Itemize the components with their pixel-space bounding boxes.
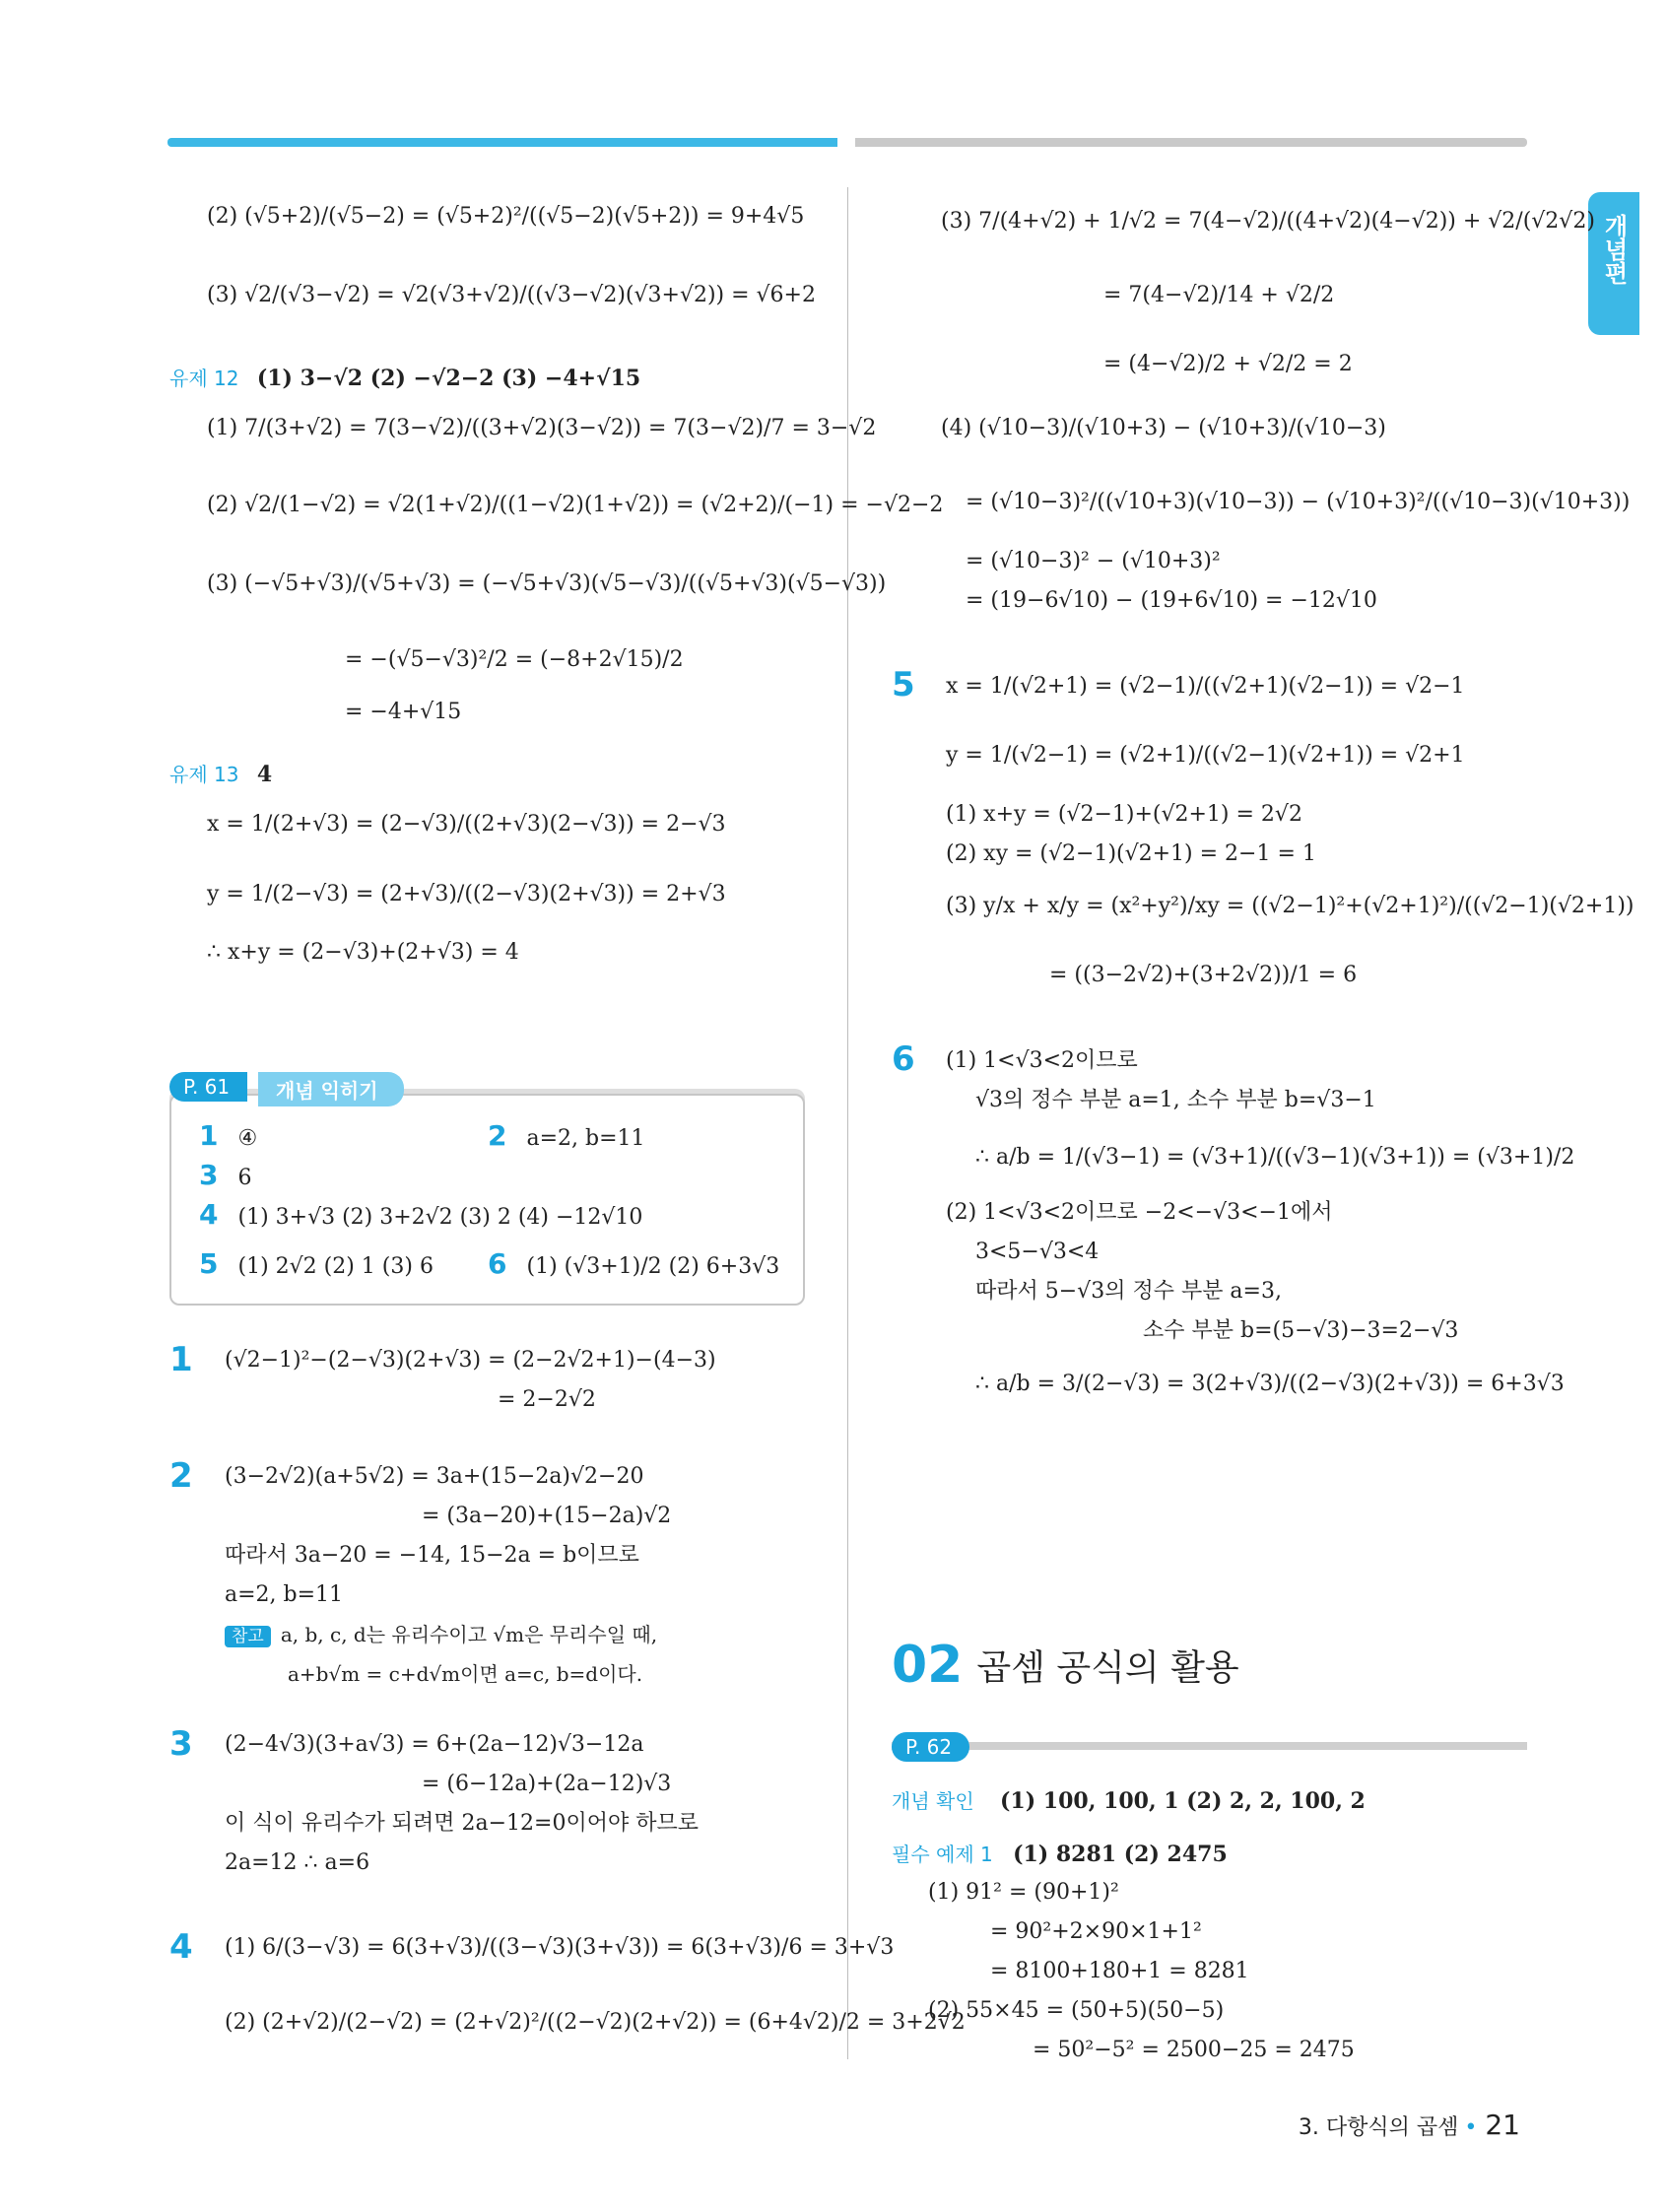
problem-2-number: 2 — [169, 1456, 193, 1496]
box-ans-5: (1) 2√2 (2) 1 (3) 6 — [237, 1254, 434, 1279]
p2-line-1: (3−2√2)(a+5√2) = 3a+(15−2a)√2−20 — [225, 1464, 644, 1489]
p5-line-6: = ((3−2√2)+(3+2√2))/1 = 6 — [1049, 963, 1358, 987]
page-number: 21 — [1485, 2109, 1520, 2141]
footer-dot: • — [1464, 2115, 1478, 2140]
box-row-1 — [199, 1121, 257, 1154]
req-line-1: (1) 91² = (90+1)² — [928, 1880, 1119, 1905]
concept-check — [892, 1785, 1366, 1814]
req-line-5: = 50²−5² = 2500−25 = 2475 — [1033, 2038, 1355, 2062]
req-line-2: = 90²+2×90×1+1² — [990, 1919, 1202, 1944]
ex12-line-2: (2) √2/(1−√2) = √2(1+√2)/((1−√2)(1+√2)) = (√2+2)/(−1) = −√2−2 — [207, 493, 944, 517]
ex12-line-4: = −(√5−√3)²/2 = (−8+2√15)/2 — [345, 647, 684, 672]
p6-line-1: (1) 1<√3<2이므로 — [946, 1048, 1138, 1073]
ex12-line-3: (3) (−√5+√3)/(√5+√3) = (−√5+√3)(√5−√3)/((√5+√3)(√5−√3)) — [207, 571, 887, 596]
p5-line-4: (2) xy = (√2−1)(√2+1) = 2−1 = 1 — [946, 841, 1316, 866]
p4b-line-6: = (√10−3)² − (√10+3)² — [966, 549, 1221, 573]
p61-tag: P. 61 — [169, 1072, 247, 1102]
box-ans-3: 6 — [237, 1166, 252, 1190]
box-num-4: 4 — [199, 1198, 219, 1231]
required-example — [892, 1839, 1228, 1867]
concept-check-answer: (1) 100, 100, 1 (2) 2, 2, 100, 2 — [1000, 1788, 1366, 1814]
box-num-2: 2 — [488, 1119, 507, 1152]
ex12-heading — [169, 363, 640, 391]
left-line-a1: (2) (√5+2)/(√5−2) = (√5+2)²/((√5−2)(√5+2)) = 9+4√5 — [207, 204, 805, 229]
p3-line-2: = (6−12a)+(2a−12)√3 — [422, 1772, 672, 1796]
p2-line-4: a=2, b=11 — [225, 1582, 344, 1607]
box-ans-6: (1) (√3+1)/2 (2) 6+3√3 — [526, 1254, 780, 1279]
ex12-line-5: = −4+√15 — [345, 700, 462, 724]
p4-line-2: (2) (2+√2)/(2−√2) = (2+√2)²/((2−√2)(2+√2)) = (6+4√2)/2 = 3+2√2 — [225, 2010, 966, 2035]
p4b-line-2: = 7(4−√2)/14 + √2/2 — [1103, 283, 1335, 307]
p2-line-2: = (3a−20)+(15−2a)√2 — [422, 1504, 672, 1528]
required-example-label: 필수 예제 1 — [892, 1843, 993, 1866]
box-row-4 — [199, 1249, 434, 1282]
p2-line-3: 따라서 3a−20 = −14, 15−2a = b이므로 — [225, 1543, 639, 1568]
ex12-line-1: (1) 7/(3+√2) = 7(3−√2)/((3+√2)(3−√2)) = 7(3−√2)/7 = 3−√2 — [207, 416, 877, 440]
problem-5-number: 5 — [892, 665, 915, 704]
p6-line-7: 소수 부분 b=(5−√3)−3=2−√3 — [1143, 1318, 1459, 1343]
section-number: 02 — [892, 1636, 964, 1695]
problem-1-number: 1 — [169, 1340, 193, 1379]
p4b-line-3: = (4−√2)/2 + √2/2 = 2 — [1103, 352, 1353, 376]
p5-line-3: (1) x+y = (√2−1)+(√2+1) = 2√2 — [946, 802, 1302, 827]
req-line-4: (2) 55×45 = (50+5)(50−5) — [928, 1998, 1225, 2023]
p4b-line-1: (3) 7/(4+√2) + 1/√2 = 7(4−√2)/((4+√2)(4−√2)) + √2/(√2√2) — [941, 209, 1595, 234]
side-tab-label: 개념편 — [1600, 214, 1628, 285]
p2-note-1 — [225, 1620, 657, 1651]
side-tab — [1588, 192, 1639, 335]
p2-note-tag: 참고 — [225, 1626, 271, 1647]
p61-title-tag: 개념 익히기 — [258, 1072, 404, 1106]
req-line-3: = 8100+180+1 = 8281 — [990, 1959, 1249, 1983]
p2-note-text-1: a, b, c, d는 유리수이고 √m은 무리수일 때, — [280, 1623, 658, 1646]
box-num-5: 5 — [199, 1247, 219, 1280]
p6-line-3: ∴ a/b = 1/(√3−1) = (√3+1)/((√3−1)(√3+1)) = (√3+1)/2 — [975, 1145, 1575, 1170]
p5-line-5: (3) y/x + x/y = (x²+y²)/xy = ((√2−1)²+(√2+1)²)/((√2−1)(√2+1)) — [946, 894, 1635, 918]
box-row-4b — [488, 1249, 779, 1282]
box-row-1b — [488, 1121, 645, 1154]
top-bar-right — [855, 138, 1527, 147]
ex13-heading — [169, 759, 272, 787]
p4b-line-5: = (√10−3)²/((√10+3)(√10−3)) − (√10+3)²/((√10−3)(√10+3)) — [966, 490, 1631, 514]
p4b-line-7: = (19−6√10) − (19+6√10) = −12√10 — [966, 588, 1377, 613]
box-row-2 — [199, 1161, 251, 1193]
p6-line-4: (2) 1<√3<2이므로 −2<−√3<−1에서 — [946, 1200, 1333, 1225]
p3-line-1: (2−4√3)(3+a√3) = 6+(2a−12)√3−12a — [225, 1732, 644, 1757]
p62-tag: P. 62 — [892, 1732, 969, 1762]
section-title-text: 곱셈 공식의 활용 — [976, 1647, 1239, 1689]
ex12-answer: (1) 3−√2 (2) −√2−2 (3) −4+√15 — [256, 366, 641, 391]
box-ans-4: (1) 3+√3 (2) 3+2√2 (3) 2 (4) −12√10 — [237, 1205, 643, 1230]
left-line-a2: (3) √2/(√3−√2) = √2(√3+√2)/((√3−√2)(√3+√2)) = √6+2 — [207, 283, 816, 307]
ex13-line-2: y = 1/(2−√3) = (2+√3)/((2−√3)(2+√3)) = 2+√3 — [207, 882, 726, 906]
p6-line-6: 따라서 5−√3의 정수 부분 a=3, — [975, 1279, 1282, 1304]
ex13-line-1: x = 1/(2+√3) = (2−√3)/((2+√3)(2−√3)) = 2−√3 — [207, 812, 726, 837]
box-ans-2: a=2, b=11 — [526, 1126, 645, 1151]
problem-4-number: 4 — [169, 1927, 193, 1967]
p4b-line-4: (4) (√10−3)/(√10+3) − (√10+3)/(√10−3) — [941, 416, 1386, 440]
top-bar-left — [167, 138, 837, 147]
box-num-1: 1 — [199, 1119, 219, 1152]
box-ans-1: ④ — [237, 1126, 258, 1151]
p5-line-1: x = 1/(√2+1) = (√2−1)/((√2+1)(√2−1)) = √2−1 — [946, 674, 1465, 699]
concept-check-label: 개념 확인 — [892, 1789, 974, 1813]
ex13-label: 유제 13 — [169, 763, 239, 786]
problem-3-number: 3 — [169, 1724, 193, 1764]
box-num-3: 3 — [199, 1159, 219, 1191]
p2-note-2: a+b√m = c+d√m이면 a=c, b=d이다. — [288, 1662, 643, 1686]
p1-line-1: (√2−1)²−(2−√3)(2+√3) = (2−2√2+1)−(4−3) — [225, 1348, 716, 1373]
p6-line-5: 3<5−√3<4 — [975, 1240, 1100, 1264]
p6-line-2: √3의 정수 부분 a=1, 소수 부분 b=√3−1 — [975, 1088, 1376, 1112]
ex12-label: 유제 12 — [169, 367, 239, 390]
p4-line-1: (1) 6/(3−√3) = 6(3+√3)/((3−√3)(3+√3)) = 6(3+√3)/6 = 3+√3 — [225, 1935, 895, 1960]
box-row-3 — [199, 1200, 642, 1233]
p62-bar — [892, 1742, 1527, 1750]
p1-line-2: = 2−2√2 — [498, 1387, 596, 1412]
page-footer — [1299, 2109, 1520, 2141]
ex13-answer: 4 — [256, 762, 273, 787]
problem-6-number: 6 — [892, 1039, 915, 1079]
p3-line-4: 2a=12 ∴ a=6 — [225, 1850, 370, 1875]
section-title — [892, 1636, 1239, 1695]
column-divider — [847, 187, 848, 2059]
box-num-6: 6 — [488, 1247, 507, 1280]
ex13-line-3: ∴ x+y = (2−√3)+(2+√3) = 4 — [207, 940, 519, 965]
p3-line-3: 이 식이 유리수가 되려면 2a−12=0이어야 하므로 — [225, 1811, 699, 1836]
footer-chapter: 3. 다항식의 곱셈 — [1298, 2115, 1459, 2140]
p5-line-2: y = 1/(√2−1) = (√2+1)/((√2−1)(√2+1)) = √2+1 — [946, 743, 1465, 768]
p6-line-8: ∴ a/b = 3/(2−√3) = 3(2+√3)/((2−√3)(2+√3)) = 6+3√3 — [975, 1372, 1565, 1396]
required-example-answer: (1) 8281 (2) 2475 — [1013, 1842, 1228, 1867]
